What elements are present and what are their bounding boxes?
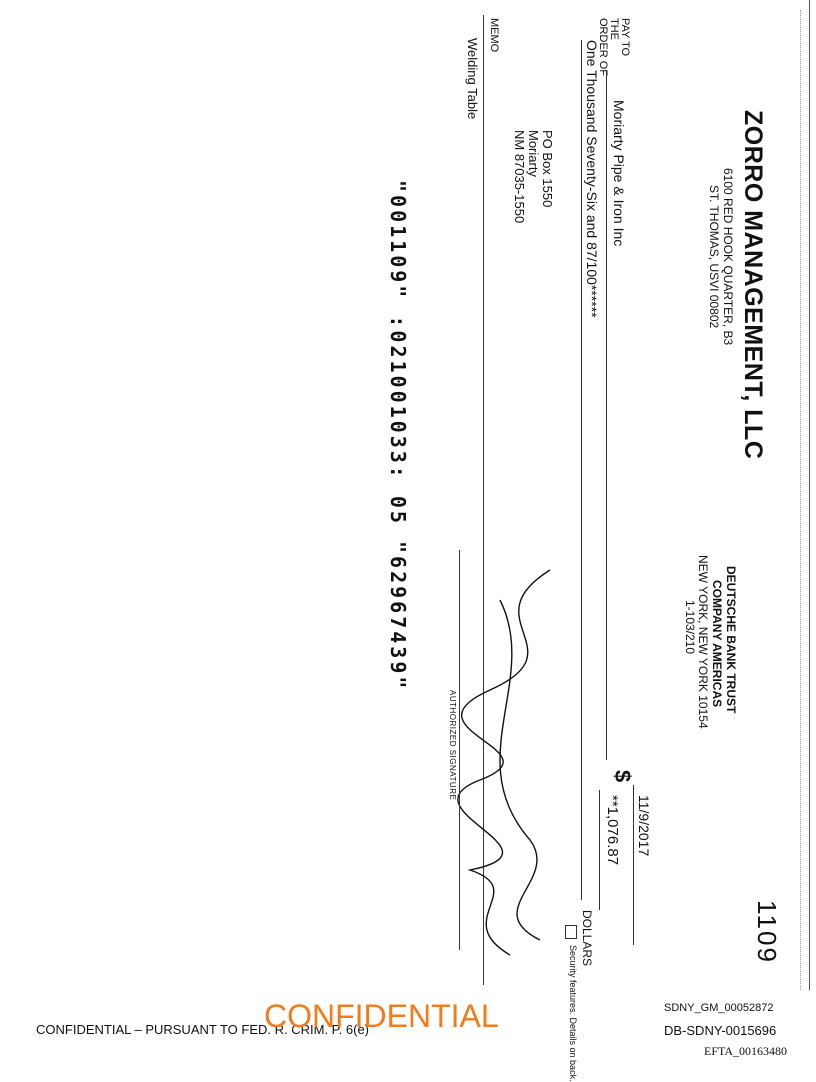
bank-name-line1: DEUTSCHE BANK TRUST [724, 566, 738, 714]
amount-in-words: One Thousand Seventy-Six and 87/100****** [584, 40, 600, 318]
amount-words-line [581, 40, 582, 900]
signature-line [459, 550, 460, 950]
db-bates-number: DB-SDNY-0015696 [664, 1023, 777, 1038]
pay-to-label: PAY TO THE ORDER OF [597, 18, 631, 77]
signature-label: AUTHORIZED SIGNATURE [448, 690, 457, 801]
check-date: 11/9/2017 [636, 795, 652, 857]
company-address-line1: 6100 RED HOOK QUARTER, B3 [721, 168, 735, 346]
company-address-line2: ST. THOMAS, USVI 00802 [707, 185, 721, 329]
bank-address: NEW YORK, NEW YORK 10154 [696, 555, 710, 729]
payee-address-line: Moriarty [526, 130, 541, 177]
bank-routing-fraction: 1-103/210 [683, 600, 697, 655]
amount-box-line [599, 790, 600, 910]
payee-line [606, 70, 607, 760]
bank-name-line2: COMPANY AMERICAS [710, 580, 724, 708]
micr-line: "001109" :021001033: 05 "62967439" [386, 180, 410, 692]
payee-address-line: PO Box 1550 [540, 130, 555, 208]
check-amount: **1,076.87 [604, 795, 621, 866]
dollars-label: DOLLARS [580, 910, 594, 967]
security-notice: Security features. Details on back. [568, 945, 578, 1082]
payee-name: Moriarty Pipe & Iron Inc [611, 100, 627, 247]
sdny-bates-number: SDNY_GM_00052872 [664, 1002, 774, 1014]
company-name: ZORRO MANAGEMENT, LLC [739, 110, 767, 460]
payee-address-line: NM 87035-1550 [512, 130, 527, 224]
confidential-notice: CONFIDENTIAL – PURSUANT TO FED. R. CRIM. P. 6(e) [36, 1022, 370, 1037]
check-number: 1109 [752, 900, 782, 964]
dollar-sign: $ [610, 770, 635, 783]
signature-scribble [450, 560, 570, 970]
efta-bates-number: EFTA_00163480 [704, 1044, 788, 1058]
scan-edge-line [800, 10, 801, 990]
memo-label: MEMO [488, 18, 500, 53]
confidential-stamp: CONFIDENTIAL [264, 998, 499, 1034]
memo-value: Welding Table [465, 38, 480, 120]
date-line [633, 785, 634, 945]
